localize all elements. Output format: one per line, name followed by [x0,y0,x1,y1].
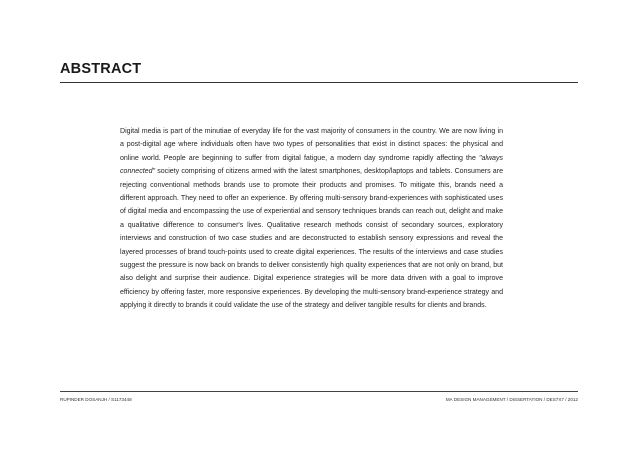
abstract-text-part1: Digital media is part of the minutiae of everyday life for the vast majority of consumers in the country. We are now living in a post-digital age where individuals often have two types of personalities that exist in distinct spaces: the physical and online world. People are beginning to suffer from digital fatigue, a modern day syndrome rapidly affecting the [120,128,503,162]
abstract-emphasis: "always connected" [120,154,503,176]
title-divider [60,82,578,83]
abstract-body [120,125,503,313]
abstract-text-part2: society comprising of citizens armed with the latest smartphones, desktop/laptops and tablets. Consumers are rejecting conventional methods brands use to promote their products and promises. To mitigate this, brands need a different approach. They need to offer an experience. By offering multi-sensory brand-experiences with sophisticated uses of digital media and encompassing the use of experiential and sensory techniques brands can reach out, delight and make a qualitative difference to consumer's lives. Qualitative research methods consist of secondary sources, exploratory interviews and construction of two case studies and are deconstructed to establish sensory expressions and reveal the layered processes of brand touch-points used to create digital experiences. The results of the interviews and case studies suggest the pressure is now back on brands to deliver consistently high quality experiences that are not only on brand, but also delight and surprise their audience. Digital experience strategies will be more data driven with a goal to improve efficiency by offering faster, more responsive experiences. By developing the multi-sensory brand-experience strategy and applying it directly to brands it could validate the use of the strategy and deliver tangible results for clients and brands. [120,168,503,310]
footer-author: RUPINDER DOSANJH / S1173448 [60,397,132,402]
footer-divider [60,391,578,392]
abstract-paragraph [120,125,503,313]
page-title: ABSTRACT [60,61,142,77]
footer-course-info: MA DESIGN MANAGEMENT / DISSERTATION / DES7X7 / 2012 [445,397,578,402]
